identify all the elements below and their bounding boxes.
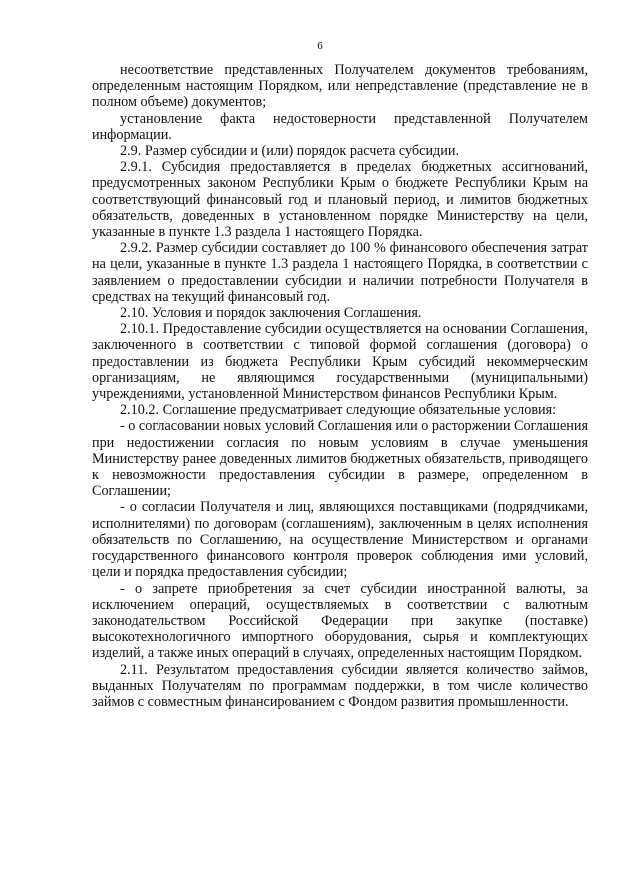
paragraph-2-11: 2.11. Результатом предоставления субсидии является количество займов, выданных Получателям по программам поддержки, в том числе количество займов с совместным финансированием с Фондом развития промышленности.	[92, 661, 588, 710]
page-number: 6	[317, 40, 323, 52]
paragraph-2-9-2: 2.9.2. Размер субсидии составляет до 100 % финансового обеспечения затрат на цели, указанные в пункте 1.3 раздела 1 настоящего Порядка, в соответствии с заявлением о предоставлении субсидии и наличии потребности Получателя в средствах на текущий финансовый год.	[92, 240, 588, 305]
list-item: - о запрете приобретения за счет субсидии иностранной валюты, за исключением операций, осуществляемых в соответствии с валютным законодательством Российской Федерации при закупке (поставке) высокотехнологичного импортного оборудования, сырья и комплектующих изделий, а также иных операций в случаях, определенных настоящим Порядком.	[92, 580, 588, 662]
paragraph-2-10-1: 2.10.1. Предоставление субсидии осуществляется на основании Соглашения, заключенного в соответствии с типовой формой соглашения (договора) о предоставлении из бюджета Республики Крым субсидий некоммерческим организациям, не являющимся государственными (муниципальными) учреждениями, установленной Министерством финансов Республики Крым.	[92, 321, 588, 403]
paragraph: несоответствие представленных Получателем документов требованиям, определенным настоящим Порядком, или непредставление (представление не в полном объеме) документов;	[92, 62, 588, 111]
list-item: - о согласовании новых условий Соглашения или о расторжении Соглашения при недостижении согласия по новым условиям в случае уменьшения Министерству ранее доведенных лимитов бюджетных обязательств, приводящего к невозможности предоставления субсидии в размере, определенном в Соглашении;	[92, 418, 588, 500]
document-body	[92, 62, 588, 710]
section-heading-2-10: 2.10. Условия и порядок заключения Соглашения.	[120, 305, 422, 322]
paragraph-2-10-2: 2.10.2. Соглашение предусматривает следующие обязательные условия:	[120, 402, 557, 419]
list-item: - о согласии Получателя и лиц, являющихся поставщиками (подрядчиками, исполнителями) по договорам (соглашениям), заключенным в целях исполнения обязательств по Соглашению, на осуществление Министерством и органами государственного финансового контроля проверок соблюдения ими условий, цели и порядка предоставления субсидии;	[92, 499, 588, 581]
paragraph: установление факта недостоверности представленной Получателем информации.	[92, 110, 588, 143]
section-heading-2-9: 2.9. Размер субсидии и (или) порядок расчета субсидии.	[120, 143, 459, 160]
paragraph-2-9-1: 2.9.1. Субсидия предоставляется в пределах бюджетных ассигнований, предусмотренных законом Республики Крым о бюджете Республики Крым на соответствующий финансовый год и плановый период, и лимитов бюджетных обязательств, доведенных в установленном порядке Министерству на цели, указанные в пункте 1.3 раздела 1 настоящего Порядка.	[92, 159, 588, 241]
